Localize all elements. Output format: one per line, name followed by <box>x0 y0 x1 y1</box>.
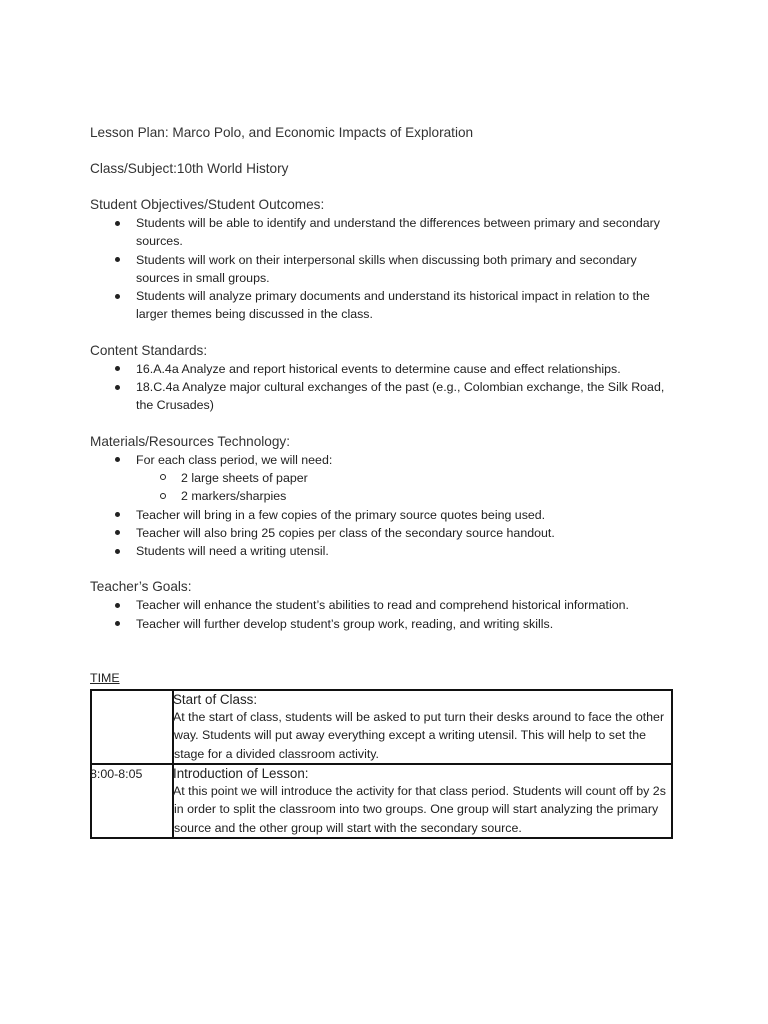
list-item: Students will analyze primary documents and understand its historical impact in relation to the larger themes being discussed in the class. <box>90 287 680 324</box>
activity-heading: Introduction of Lesson: <box>173 765 309 781</box>
activity-body: At this point we will introduce the activity for that class period. Students will count off by 2s in order to split the classroom into two groups. One group will start analyzing the primary source and the other group will start with the secondary source. <box>173 783 666 835</box>
objectives-list <box>90 214 680 324</box>
document-title: Lesson Plan: Marco Polo, and Economic Impacts of Exploration <box>90 125 474 140</box>
standards-heading: Content Standards: <box>90 342 208 358</box>
materials-heading: Materials/Resources Technology: <box>90 433 290 449</box>
materials-sublist <box>136 469 680 506</box>
time-cell <box>91 690 173 764</box>
list-item: Teacher will enhance the student’s abilities to read and comprehend historical information. <box>90 596 680 614</box>
activity-body: At the start of class, students will be asked to put turn their desks around to face the other way. Students will put away everything except a writing utensil. This will help to set the stage for a divided classroom activity. <box>173 710 665 761</box>
schedule-table <box>90 689 673 839</box>
materials-list <box>90 451 680 561</box>
time-cell <box>91 764 173 838</box>
standards-list <box>90 360 680 415</box>
list-item: Teacher will also bring 25 copies per class of the secondary source handout. <box>90 524 680 542</box>
objectives-heading: Student Objectives/Student Outcomes: <box>90 197 325 212</box>
time-text: 8:00-8:05 <box>90 766 143 781</box>
activity-heading: Start of Class: <box>173 692 258 708</box>
list-item: 18.C.4a Analyze major cultural exchanges of the past (e.g., Colombian exchange, the Silk Road, the Crusades) <box>90 378 680 415</box>
list-item: Students will be able to identify and understand the differences between primary and secondary sources. <box>90 214 680 251</box>
list-item: 16.A.4a Analyze and report historical events to determine cause and effect relationships. <box>90 360 680 378</box>
class-subject: Class/Subject:10th World History <box>90 161 289 176</box>
goals-heading: Teacher’s Goals: <box>90 579 192 595</box>
sub-list-item: 2 markers/sharpies <box>136 487 680 505</box>
time-label: TIME <box>90 671 120 686</box>
list-item: Teacher will bring in a few copies of the primary source quotes being used. <box>90 506 680 524</box>
activity-cell <box>173 764 672 838</box>
table-row <box>91 690 672 764</box>
sub-list-item: 2 large sheets of paper <box>136 469 680 487</box>
list-item <box>90 451 680 506</box>
list-item: Students will work on their interpersonal skills when discussing both primary and secondary sources in small groups. <box>90 251 680 288</box>
table-row <box>91 764 672 838</box>
activity-cell <box>173 690 672 764</box>
list-item: Students will need a writing utensil. <box>90 542 680 560</box>
document-body <box>90 124 680 839</box>
list-item-text: For each class period, we will need: <box>136 452 333 467</box>
goals-list <box>90 596 680 633</box>
list-item: Teacher will further develop student’s group work, reading, and writing skills. <box>90 615 680 633</box>
